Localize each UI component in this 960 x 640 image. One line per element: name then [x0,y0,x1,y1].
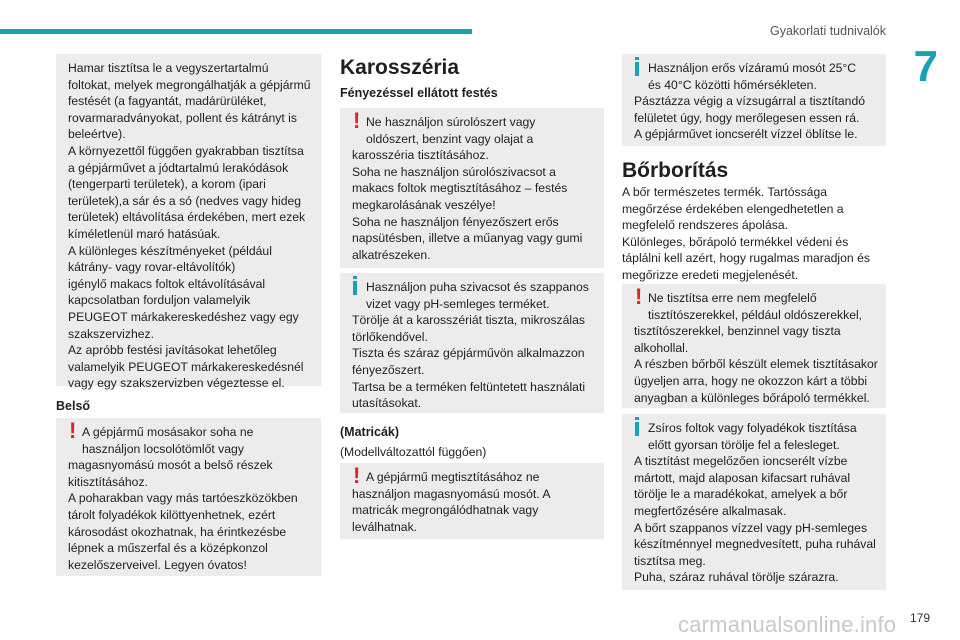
text-line: A gépjárművet ioncserélt vízzel öblítse le. [634,127,858,142]
text-line: Soha ne használjon fényezőszert erős [352,214,559,229]
text-line: kapcsolatban forduljon valamelyik [68,293,251,308]
info-icon [635,62,639,76]
text-line: alkatrészeken. [352,247,431,262]
text-line: szakszervizhez. [68,326,155,341]
text-line: Pásztázza végig a vízsugárral a tisztítandó [634,94,866,109]
text-line: Használjon puha szivacsot és szappanos [366,280,589,294]
text-line: felületet úgy, hogy merőlegesen essen rá. [634,110,860,125]
text-line: igénylő makacs foltok eltávolításával [68,276,266,291]
text-line: matricák megrongálódhatnak vagy [352,503,539,518]
text-line: területek),a sár és a só (nedves vagy hideg [68,193,302,208]
text-line: A tisztítást megelőzően ioncserélt vízbe [634,454,848,469]
text-line: napsütésben, illetve a műanyag vagy gumi [352,231,583,246]
text-line: területek) eltávolítása érdekében, mert ezek [68,210,306,225]
text-line: előtt gyorsan törölje fel a felesleget. [648,437,840,452]
text-line: törlőkendővel. [352,329,428,344]
text-line: táplálni kell azért, hogy rugalmas maradjon és [622,251,870,266]
text-line: anyagban a különleges bőrápoló termékkel. [634,390,870,405]
text-line: Ne használjon súrolószert vagy [366,115,536,129]
header-accent-bar [0,29,472,34]
text-line: Tartsa be a terméken feltüntetett használati [352,379,586,394]
text-line: Soha ne használjon súrolószivacsot a [352,164,556,179]
text-line: A bőrt szappanos vízzel vagy pH-semleges [634,520,868,535]
interior-warning-box [56,418,321,576]
text-line: A gépjármű mosásakor soha ne [82,425,254,439]
text-line: tisztítószerekkel, például oldószerekkel, [648,307,863,322]
leather-warning-box [622,284,886,408]
text-line: tárolt folyadékok kilöttyenhetnek, ezért [68,507,276,522]
text-line: vizet vagy pH-semleges terméket. [366,296,550,311]
warning-icon: ! [353,463,361,488]
body-info-text [352,279,592,412]
text-line: ügyeljen arra, hogy ne okozzon kárt a többi [634,373,868,388]
text-line: Használjon erős vízáramú mosót 25°C [648,61,857,75]
karosszeria-title: Karosszéria [340,56,460,79]
warning-icon: ! [635,284,643,309]
text-line: lépnek a műszerfal és a középkonzol [68,541,268,556]
text-line: a gépjárművet a jódtartalmú lerakódások [68,160,289,175]
borborites-title: Bőrborítás [622,159,729,182]
text-line: kátrány- vagy rovar-eltávolítók) [68,260,236,275]
text-line: megőrizze eredeti megjelenését. [622,267,799,282]
info-icon [635,422,639,436]
info-icon [353,281,357,295]
text-line: Ne tisztítsa erre nem megfelelő [648,291,817,305]
text-line: megfelelő rendszeres ápolása. [622,218,788,233]
text-line: fényezőszert. [352,362,425,377]
leather-intro [622,184,870,284]
text-line: festését (a fagyantát, madárürüléket, [68,94,267,109]
decal-warning-text [352,463,592,535]
leather-info-box [622,414,886,590]
text-line: leválhatnak. [352,519,418,534]
watermark: carmanualsonline.info [678,612,897,637]
text-line: Puha, száraz ruhával törölje szárazra. [634,570,839,585]
text-line: készítménnyel megnedvesített, puha ruhával [634,537,876,552]
text-line: A részben bőrből készült elemek tisztításakor [634,357,878,372]
decal-warning-box [340,463,604,539]
paint-care-box [56,54,321,391]
text-line: kitisztításához. [68,474,148,489]
section-title: Gyakorlati tudnivalók [769,24,886,38]
text-line: beleértve). [68,127,126,142]
text-line: A gépjármű megtisztításához ne [366,470,540,484]
text-line: megfertőzésére alkalmasak. [634,503,787,518]
text-line: valamelyik PEUGEOT márkakereskedésnél [68,359,304,374]
text-line: használjon magasnyomású mosót. A [352,486,551,501]
warning-icon: ! [353,108,361,133]
text-line: A környezettől függően gyakrabban tisztítsa [68,143,304,158]
text-line: tisztítószerekkel, benzinnel vagy tiszta [634,324,841,339]
text-line: megőrzése érdekében elengedhetetlen a [622,201,844,216]
body-info-box [340,273,604,413]
text-line: PEUGEOT márkakereskedéshez vagy egy [68,309,299,324]
text-line: károsodást okozhatnak, ha érintkezésbe [68,524,287,539]
page-number: 179 [909,611,930,625]
text-line: használjon locsolótömlőt vagy [82,441,244,456]
text-line: megkarolásának veszélye! [352,197,496,212]
text-line: A különleges készítményeket (például [68,243,272,258]
text-line: mártott, majd alaposan kifacsart ruhával [634,470,851,485]
text-line: rovarmaradványokat, pollent és kátrányt is [68,110,297,125]
leather-warning-text [634,284,878,406]
text-line: Törölje át a karosszériát tiszta, mikroszálas [352,313,585,328]
text-line: karosszéria tisztításához. [352,148,489,163]
text-line: A poharakban vagy más tartóeszközökben [68,491,298,506]
text-line: törölje le a maradékokat, amelyek a bőr [634,487,848,502]
washer-info-text [634,60,874,143]
text-line: és 40°C közötti hőmérsékleten. [648,77,817,92]
text-line: alkohollal. [634,340,689,355]
matrica-subheading: (Modellváltozattól függően) [340,445,487,459]
matrica-heading: (Matricák) [340,425,400,439]
text-line: kíméletlenül maró hatásúak. [68,226,221,241]
body-warning-text [352,108,592,263]
text-line: magasnyomású mosót a belső részek [68,458,273,473]
interior-warning-text [68,418,309,573]
text-line: (tengerparti területek), a korom (ipari [68,177,266,192]
text-line: Különleges, bőrápoló termékkel védeni és [622,234,849,249]
text-line: oldószert, benzint vagy olajat a [366,131,534,146]
text-line: Az apróbb festési javításokat lehetőleg [68,343,277,358]
leather-info-text [634,420,874,586]
text-line: kezelőszerveivel. Legyen óvatos! [68,557,247,572]
warning-icon: ! [69,418,77,443]
text-line: tisztítsa meg. [634,553,706,568]
text-line: A bőr természetes termék. Tartóssága [622,185,828,199]
text-line: foltokat, melyek megrongálhatják a gépjármű [68,77,311,92]
text-line: makacs foltok megtisztításához – festés [352,181,568,196]
washer-info-box [622,54,886,146]
text-line: Tiszta és száraz gépjárművön alkalmazzon [352,346,585,361]
text-line: Zsíros foltok vagy folyadékok tisztítása [648,421,857,435]
fenyezes-subtitle: Fényezéssel ellátott festés [340,86,498,100]
text-line: Hamar tisztítsa le a vegyszertartalmú [68,61,269,75]
paint-care-text [68,60,309,392]
chapter-number: 7 [913,42,938,91]
text-line: utasításokat. [352,396,422,411]
text-line: vagy egy szakszervizben végeztesse el. [68,376,285,391]
belso-heading: Belső [56,399,91,413]
body-warning-box [340,108,604,268]
